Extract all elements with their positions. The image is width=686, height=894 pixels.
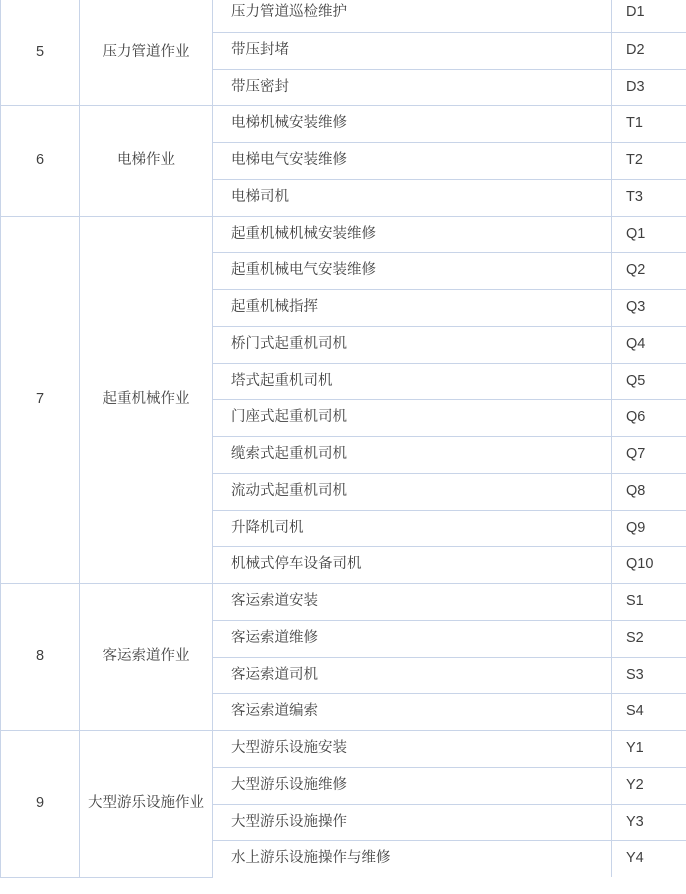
group-number-cell: 7 xyxy=(1,216,80,584)
item-code-cell: D1 xyxy=(612,0,686,32)
table-row xyxy=(1,731,686,768)
item-code-cell: Y4 xyxy=(612,841,686,877)
item-code-cell: Q2 xyxy=(612,253,686,290)
group-category-cell: 客运索道作业 xyxy=(80,584,213,731)
item-code-cell: T3 xyxy=(612,179,686,216)
item-code-cell: Q6 xyxy=(612,400,686,437)
item-name-cell: 桥门式起重机司机 xyxy=(213,326,612,363)
item-name-cell: 缆索式起重机司机 xyxy=(213,437,612,474)
item-name-cell: 机械式停车设备司机 xyxy=(213,547,612,584)
group-number-cell: 5 xyxy=(1,0,80,106)
item-name-cell: 电梯司机 xyxy=(213,179,612,216)
item-code-cell: Q4 xyxy=(612,326,686,363)
item-name-cell: 起重机械电气安装维修 xyxy=(213,253,612,290)
item-code-cell: S1 xyxy=(612,584,686,621)
item-name-cell: 起重机械机械安装维修 xyxy=(213,216,612,253)
item-code-cell: D3 xyxy=(612,69,686,106)
item-code-cell: T2 xyxy=(612,143,686,180)
item-name-cell: 大型游乐设施安装 xyxy=(213,731,612,768)
item-code-cell: S4 xyxy=(612,694,686,731)
table-row xyxy=(1,106,686,143)
group-number-cell: 8 xyxy=(1,584,80,731)
item-name-cell: 水上游乐设施操作与维修 xyxy=(213,841,612,877)
item-name-cell: 电梯机械安装维修 xyxy=(213,106,612,143)
item-code-cell: D2 xyxy=(612,32,686,69)
item-code-cell: Q5 xyxy=(612,363,686,400)
item-name-cell: 流动式起重机司机 xyxy=(213,473,612,510)
item-code-cell: Y1 xyxy=(612,731,686,768)
item-code-cell: Y3 xyxy=(612,804,686,841)
item-code-cell: Q7 xyxy=(612,437,686,474)
item-name-cell: 客运索道维修 xyxy=(213,620,612,657)
item-code-cell: Q10 xyxy=(612,547,686,584)
group-category-cell: 起重机械作业 xyxy=(80,216,213,584)
item-code-cell: Q9 xyxy=(612,510,686,547)
item-name-cell: 大型游乐设施维修 xyxy=(213,767,612,804)
group-category-cell: 大型游乐设施作业 xyxy=(80,731,213,878)
item-code-cell: S2 xyxy=(612,620,686,657)
item-name-cell: 压力管道巡检维护 xyxy=(213,0,612,32)
item-code-cell: Y2 xyxy=(612,767,686,804)
table-row xyxy=(1,584,686,621)
item-code-cell: Q8 xyxy=(612,473,686,510)
item-code-cell: Q3 xyxy=(612,290,686,327)
item-name-cell: 升降机司机 xyxy=(213,510,612,547)
item-name-cell: 电梯电气安装维修 xyxy=(213,143,612,180)
group-category-cell: 压力管道作业 xyxy=(80,0,213,106)
item-code-cell: S3 xyxy=(612,657,686,694)
group-number-cell: 9 xyxy=(1,731,80,878)
group-category-cell: 电梯作业 xyxy=(80,106,213,216)
item-name-cell: 客运索道安装 xyxy=(213,584,612,621)
group-number-cell: 6 xyxy=(1,106,80,216)
item-name-cell: 客运索道司机 xyxy=(213,657,612,694)
item-name-cell: 塔式起重机司机 xyxy=(213,363,612,400)
item-name-cell: 带压封堵 xyxy=(213,32,612,69)
table-row xyxy=(1,216,686,253)
item-name-cell: 起重机械指挥 xyxy=(213,290,612,327)
item-name-cell: 客运索道编索 xyxy=(213,694,612,731)
item-code-cell: Q1 xyxy=(612,216,686,253)
item-name-cell: 带压密封 xyxy=(213,69,612,106)
table-body xyxy=(1,0,686,877)
item-name-cell: 大型游乐设施操作 xyxy=(213,804,612,841)
item-name-cell: 门座式起重机司机 xyxy=(213,400,612,437)
item-code-cell: T1 xyxy=(612,106,686,143)
table-row xyxy=(1,0,686,32)
